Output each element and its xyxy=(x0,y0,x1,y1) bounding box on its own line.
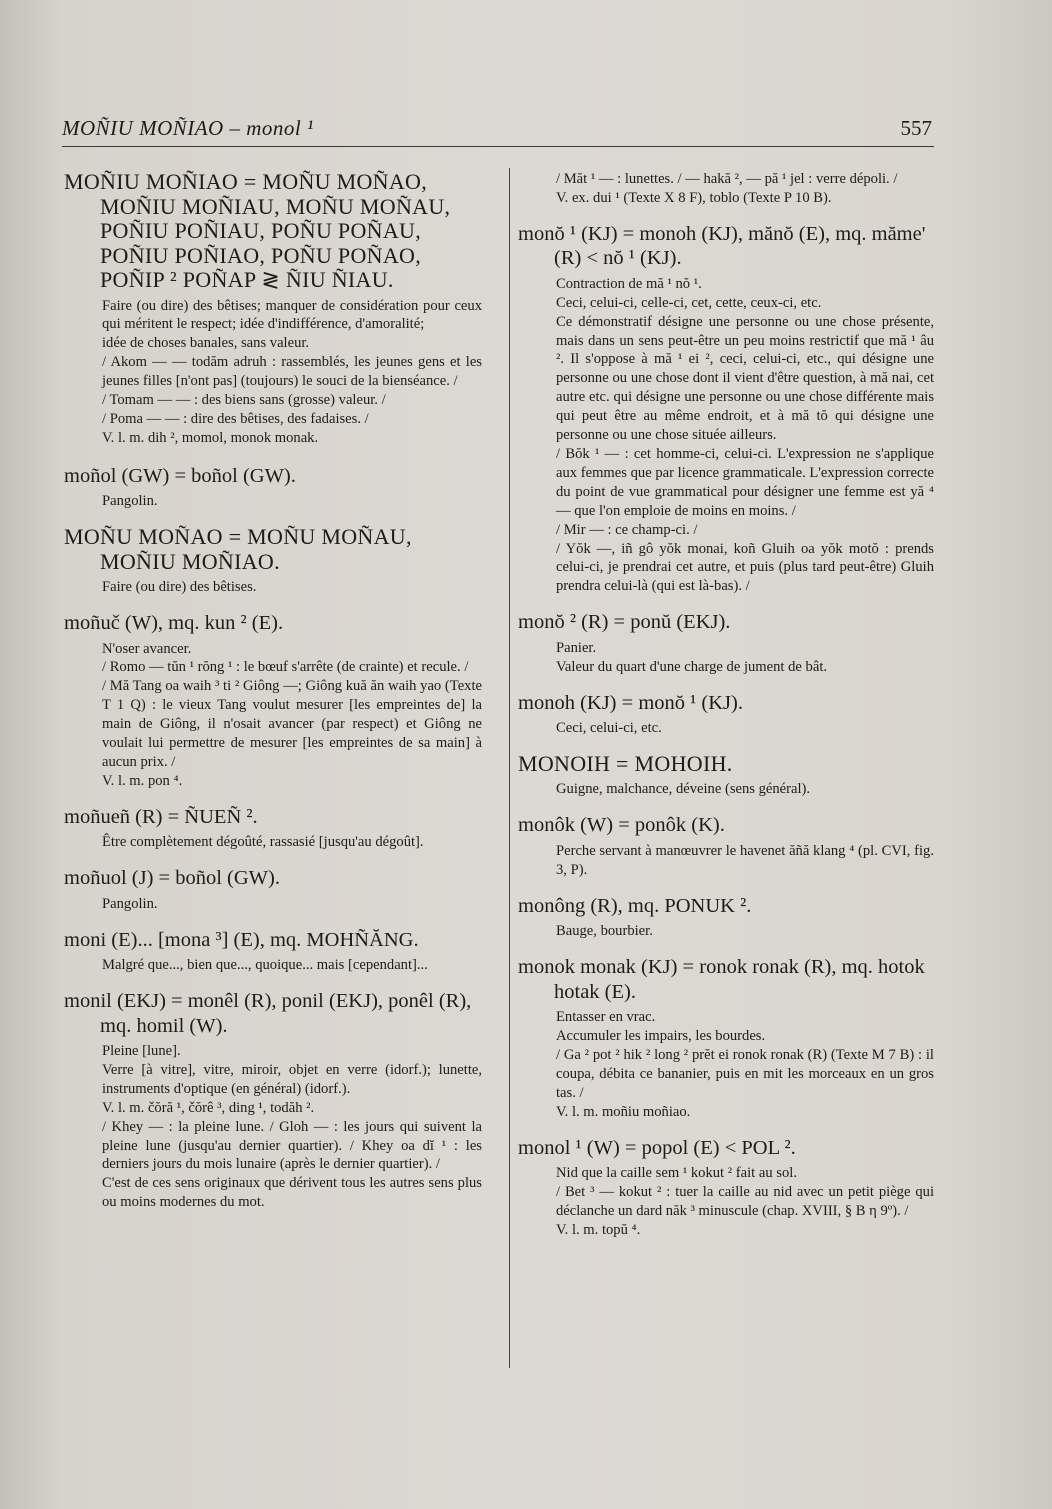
dictionary-entry xyxy=(518,691,934,738)
entry-line: / Bet ³ — kokut ² : tuer la caille au nid avec un petit piège qui déclanche un dard năk ³ minuscule (chap. XVIII, § B η 9º). / xyxy=(556,1183,934,1219)
entry-line: Nid que la caille sem ¹ kokut ² fait au sol. xyxy=(556,1165,797,1181)
entry-line: N'oser avancer. xyxy=(102,640,192,657)
dictionary-entry xyxy=(518,752,934,799)
dictionary-entry xyxy=(518,1136,934,1240)
entry-line: V. l. m. topŭ ⁴. xyxy=(556,1221,641,1238)
entry-headword: monŏ ¹ (KJ) = monoh (KJ), mănŏ (E), mq. măme' (R) < nŏ ¹ (KJ). xyxy=(518,222,926,270)
dictionary-entry xyxy=(64,866,482,913)
dictionary-entry xyxy=(64,989,482,1212)
entry-line: Entasser en vrac. xyxy=(556,1009,656,1026)
entry-line: V. ex. dui ¹ (Texte X 8 F), toblo (Texte P 10 B). xyxy=(556,189,832,206)
dictionary-entry xyxy=(518,610,934,676)
dictionary-entry xyxy=(64,928,482,975)
entry-line: Verre [à vitre], vitre, miroir, objet en verre (idorf.); lunette, instruments d'optique (en général) (idorf.). xyxy=(102,1061,482,1097)
entry-line: / Khey — : la pleine lune. / Gloh — : les jours qui suivent la pleine lune (jusqu'au dernier quartier). / Khey oa dĭ ¹ : les derniers jours du mois lunaire (après le dernier quartier). / xyxy=(102,1118,482,1173)
entry-body xyxy=(556,780,934,799)
entry-line: Pangolin. xyxy=(102,895,158,912)
entry-headword: moñol (GW) = boñol (GW). xyxy=(64,464,296,487)
entry-line: Contraction de mă ¹ nŏ ¹. xyxy=(556,275,702,292)
entry-line: Valeur du quart d'une charge de jument de bât. xyxy=(556,658,828,675)
entry-line: Malgré que..., bien que..., quoique... mais [cependant]... xyxy=(102,957,428,974)
dictionary-entry xyxy=(518,222,934,596)
page-number: 557 xyxy=(900,116,932,140)
entry-line: / Yŏk —, iñ gô yŏk monai, koñ Gluih oa yŏk motŏ : prends celui-ci, je prendrai cet autre, et puis (plus tard peut-être) Gluih prendra celui-là (qui est là-bas). / xyxy=(556,540,934,595)
entry-line: / Mir — : ce champ-ci. / xyxy=(556,521,698,538)
entry-line: Pleine [lune]. xyxy=(102,1043,181,1060)
entry-line: / Bŏk ¹ — : cet homme-ci, celui-ci. L'expression ne s'applique aux femmes que par licence grammaticale. L'expression correcte du point de vue grammatical pour désigner une femme est yă ⁴ — que l'on emploie de moins en moins. / xyxy=(556,445,934,519)
entry-line: / Ga ² pot ² hik ² long ² prĕt ei ronok ronak (R) (Texte M 7 B) : il coupa, débita ce bananier, puis en mit les morceaux en un gros tas. / xyxy=(556,1046,934,1101)
entry-line: V. l. m. dih ², momol, monok monak. xyxy=(102,429,319,446)
entry-headword: moñuol (J) = boñol (GW). xyxy=(64,867,280,890)
entry-line: / Măt ¹ — : lunettes. / — hakă ², — pă ¹ jel : verre dépoli. / xyxy=(556,171,898,187)
dictionary-entry xyxy=(64,525,482,597)
entry-headword: monok monak (KJ) = ronok ronak (R), mq. hotok hotak (E). xyxy=(518,956,925,1003)
entry-line: V. l. m. čŏră ¹, čŏrê ³, ding ¹, todăh ². xyxy=(102,1099,315,1116)
entry-headword: MONOIH = MOHOIH. xyxy=(518,750,733,776)
entry-headword: monoh (KJ) = monŏ ¹ (KJ). xyxy=(518,691,743,714)
entry-headword: monôk (W) = ponôk (K). xyxy=(518,814,725,837)
entry-body xyxy=(556,1008,934,1121)
running-head-title: MOÑIU MOÑIAO – monol ¹ xyxy=(62,116,314,140)
entry-line: / Tomam — — : des biens sans (grosse) valeur. / xyxy=(102,392,386,409)
entry-body xyxy=(102,640,482,791)
running-head xyxy=(62,114,934,147)
entry-body xyxy=(556,639,934,677)
dictionary-entry xyxy=(64,805,482,852)
entry-body xyxy=(556,275,934,596)
entry-headword: monông (R), mq. PONUK ². xyxy=(518,894,752,917)
entry-headword: moñuč (W), mq. kun ² (E). xyxy=(64,612,284,635)
dictionary-entry xyxy=(518,894,934,941)
entry-body xyxy=(556,1164,934,1240)
dictionary-entry xyxy=(518,955,934,1121)
dictionary-entry xyxy=(64,611,482,791)
entry-line: idée de choses banales, sans valeur. xyxy=(102,335,310,352)
entry-line: V. l. m. pon ⁴. xyxy=(102,772,183,789)
entry-line: Être complètement dégoûté, rassasié [jusqu'au dégoût]. xyxy=(102,834,424,851)
entry-body xyxy=(102,297,482,448)
dictionary-entry-continued xyxy=(518,170,934,208)
entry-body xyxy=(102,833,482,852)
entry-body xyxy=(556,922,934,941)
entry-body xyxy=(556,842,934,880)
entry-body xyxy=(556,170,934,208)
entry-body xyxy=(102,956,482,975)
entry-line: / Mă Tang oa waih ³ ti ² Giông —; Giông kuă ăn waih yao (Texte T 1 Q) : le vieux Tang voulut mesurer [les empreintes de] la main de Giông, il n'osait avancer (par respect) et Giông ne voulait lui permettre de mesurer [les empreintes de sa main] à aucun prix. / xyxy=(102,678,482,770)
entry-line: Perche servant à manœuvrer le havenet ăñă klang ⁴ (pl. CVI, fig. 3, P). xyxy=(556,842,934,878)
entry-line: Pangolin. xyxy=(102,493,158,510)
dictionary-entry xyxy=(64,170,482,448)
entry-headword: moñueñ (R) = ÑUEÑ ². xyxy=(64,805,258,828)
column-divider xyxy=(509,168,510,1368)
entry-headword: MOÑIU MOÑIAO = MOÑU MOÑAO, MOÑIU MOÑIAU, MOÑU MOÑAU, POÑIU POÑIAU, POÑU POÑAU, POÑIU POÑIAO, POÑU POÑAO, POÑIP ² POÑAP ≷ ÑIU ÑIAU. xyxy=(64,169,451,292)
entry-headword: monol ¹ (W) = popol (E) < POL ². xyxy=(518,1136,796,1159)
entry-headword: moni (E)... [mona ³] (E), mq. MOHÑĂNG. xyxy=(64,928,419,951)
entry-line: Ce démonstratif désigne une personne ou une chose présente, mais dans un sens peut-être un peu moins restrictif que mă ¹ âu ². Il s'oppose à mă ¹ ei ², ceci, celui-ci, etc., qui désigne une personne ou une chose dont il vient d'être question, à mă nai, cet autre etc. qui désigne une personne ou une chose différente mais qui peut être au même endroit, et à mă tŏ qui désigne une personne ou une chose située ailleurs. xyxy=(556,313,934,444)
dictionary-entry xyxy=(64,464,482,511)
entry-line: Ceci, celui-ci, celle-ci, cet, cette, ceux-ci, etc. xyxy=(556,294,822,311)
right-column xyxy=(518,170,934,1254)
entry-line: V. l. m. moñiu moñiao. xyxy=(556,1103,691,1120)
entry-line: Faire (ou dire) des bêtises. xyxy=(102,579,257,596)
entry-line: / Poma — — : dire des bêtises, des fadaises. / xyxy=(102,410,369,427)
entry-line: C'est de ces sens originaux que dérivent tous les autres sens plus ou moins modernes du mot. xyxy=(102,1175,482,1211)
entry-line: Bauge, bourbier. xyxy=(556,923,653,940)
entry-body xyxy=(102,578,482,597)
entry-line: Panier. xyxy=(556,639,597,656)
entry-body xyxy=(102,1042,482,1212)
entry-line: / Romo — tŭn ¹ rŏng ¹ : le bœuf s'arrête (de crainte) et recule. / xyxy=(102,659,469,676)
entry-line: / Akom — — todăm adruh : rassemblés, les jeunes gens et les jeunes filles [n'ont pas] (toujours) le souci de la bienséance. / xyxy=(102,354,482,390)
entry-headword: monil (EKJ) = monêl (R), ponil (EKJ), ponêl (R), mq. homil (W). xyxy=(64,990,472,1037)
entry-body xyxy=(102,492,482,511)
entry-line: Faire (ou dire) des bêtises; manquer de considération pour ceux qui méritent le respect; idée d'indifférence, d'amoralité; xyxy=(102,297,482,333)
entry-body xyxy=(556,719,934,738)
entry-headword: MOÑU MOÑAO = MOÑU MOÑAU, MOÑIU MOÑIAO. xyxy=(64,524,412,574)
entry-headword: monŏ ² (R) = ponŭ (EKJ). xyxy=(518,611,731,634)
entry-body xyxy=(102,895,482,914)
entry-line: Ceci, celui-ci, etc. xyxy=(556,720,662,737)
entry-line: Accumuler les impairs, les bourdes. xyxy=(556,1027,766,1044)
entry-line: Guigne, malchance, déveine (sens général). xyxy=(556,781,811,798)
left-column xyxy=(64,170,482,1226)
dictionary-entry xyxy=(518,813,934,879)
